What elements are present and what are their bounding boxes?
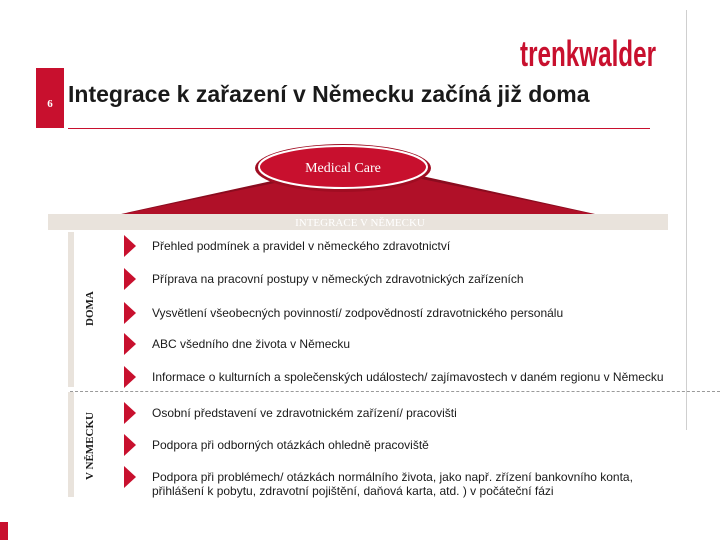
doma-band xyxy=(68,232,74,387)
list-item-text: Vysvětlení všeobecných povinností/ zodpovědností zdravotnického personálu xyxy=(152,306,564,320)
banner-top-label: Medical Care xyxy=(305,161,381,176)
triangle-right-icon xyxy=(124,434,136,456)
list-item-text: Podpora při odborných otázkách ohledně pracoviště xyxy=(152,438,429,452)
triangle-right-icon xyxy=(124,402,136,424)
page-title: Integrace k zařazení v Německu začíná již doma xyxy=(68,81,590,107)
triangle-right-icon xyxy=(124,235,136,257)
list-item-text: Příprava na pracovní postupy v německých zdravotnických zařízeních xyxy=(152,272,524,286)
list-item-text: Podpora při problémech/ otázkách normálního života, jako např. zřízení bankovního konta, přihlášení k pobytu, zdravotní pojištění, daňová karta, atd. ) v počáteční fázi xyxy=(152,470,633,498)
triangle-right-icon xyxy=(124,333,136,355)
doma-section-label: DOMA xyxy=(84,291,96,327)
list-item-text: Přehled podmínek a pravidel v německého zdravotnictví xyxy=(152,239,451,253)
corner-accent xyxy=(0,522,8,540)
list-item xyxy=(124,366,720,388)
v-nemecku-section-label: V NĚMECKU xyxy=(84,412,96,480)
trenkwalder-logo xyxy=(518,28,658,76)
section-separator xyxy=(70,391,720,392)
logo-text: trenkwalder xyxy=(520,33,656,74)
triangle-right-icon xyxy=(124,268,136,290)
title-underline xyxy=(68,128,650,129)
list-item-text: ABC všedního dne života v Německu xyxy=(152,337,351,351)
list-item-text: Osobní představení ve zdravotnickém zařízení/ pracovišti xyxy=(152,406,457,420)
list-item-text: Informace o kulturních a společenských událostech/ zajímavostech v daném regionu v Německu xyxy=(152,370,664,384)
slide-number: 6 xyxy=(36,68,64,128)
v-nemecku-band xyxy=(68,392,74,497)
triangle-right-icon xyxy=(124,466,136,488)
triangle-right-icon xyxy=(124,302,136,324)
triangle-right-icon xyxy=(124,366,136,388)
banner-bottom-label: INTEGRACE V NĚMECKU xyxy=(295,217,425,229)
integration-banner xyxy=(48,140,668,230)
